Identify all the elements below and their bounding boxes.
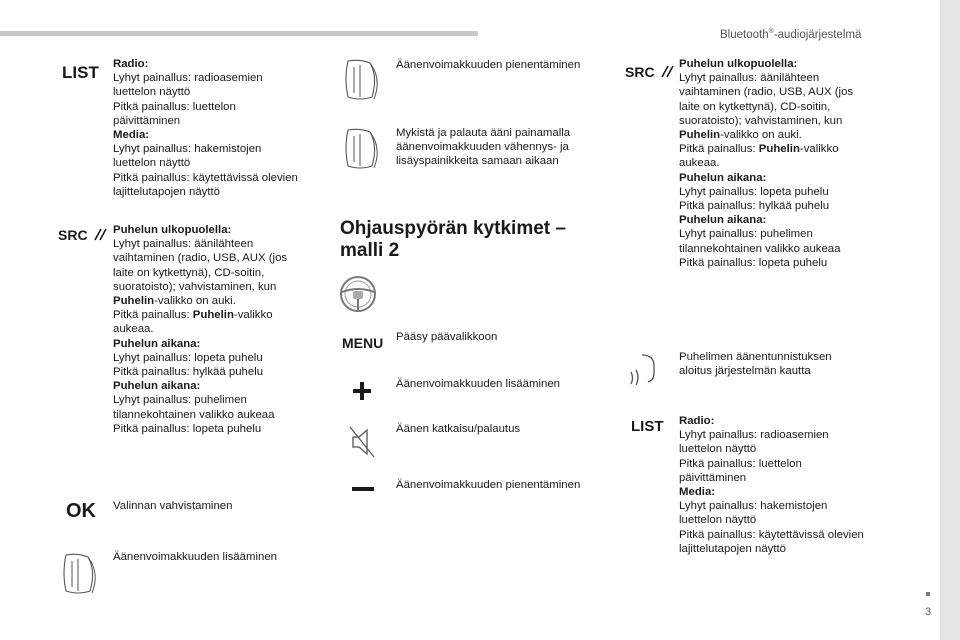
text-line: Puhelun ulkopuolella:: [113, 224, 232, 236]
minus-description: Äänenvoimakkuuden pienentäminen: [396, 479, 581, 491]
text-line: vaihtaminen (radio, USB, AUX (jos: [113, 252, 288, 265]
text-line: Pitkä painallus: käytettävissä olevien: [113, 171, 298, 184]
steering-stalk-icon: [58, 551, 102, 597]
menu-button-icon: MENU: [342, 335, 384, 351]
text-line: Media:: [113, 129, 150, 142]
text-line: Pitkä painallus: käytettävissä olevien: [679, 528, 864, 541]
page-number: 3: [925, 606, 932, 618]
text-line: Lyhyt painallus: äänilähteen: [113, 238, 254, 251]
text-line: aukeaa.: [113, 323, 154, 336]
ok-button-icon: OK: [66, 500, 96, 522]
text-line: Media:: [679, 486, 716, 499]
text-line: Puhelun aikana:: [113, 337, 201, 350]
text-line: Lyhyt painallus: lopeta puhelu: [113, 351, 263, 364]
text-line: Lyhyt painallus: hakemistojen: [113, 143, 262, 156]
text-line: päivittäminen: [679, 471, 747, 484]
list-button-icon: LIST: [62, 63, 99, 82]
phone-call-description: [113, 223, 328, 436]
text-line: päivittäminen: [113, 114, 181, 127]
text-line: luettelon näyttö: [113, 86, 191, 99]
text-line: Pitkä painallus: lopeta puhelu: [113, 422, 262, 435]
volume-up-description: Äänenvoimakkuuden lisääminen: [113, 551, 278, 563]
text-line: Puhelun ulkopuolella:: [679, 58, 798, 70]
text-line: Pitkä painallus: Puhelin-valikko: [113, 309, 273, 322]
text-line: Puhelin-valikko on auki.: [679, 129, 802, 142]
text-line: lajittelutapojen näyttö: [113, 185, 221, 198]
text-line: laite on kytkettynä), CD-soitin,: [679, 100, 831, 113]
text-line: Lyhyt painallus: hakemistojen: [679, 500, 828, 513]
text-line: luettelon näyttö: [679, 443, 757, 456]
header-rule: [0, 31, 478, 36]
voice-description: Puhelimen äänentunnistuksen aloitus järjestelmän kautta: [679, 351, 832, 378]
plus-description: Äänenvoimakkuuden lisääminen: [396, 378, 561, 390]
text-line: tilannekohtainen valikko aukeaa: [679, 242, 841, 255]
mute-description: Mykistä ja palauta ääni painamalla äänenvoimakkuuden vähennys- ja lisäyspainikkeita samaan aikaan: [396, 127, 571, 168]
voice-command-icon: [628, 352, 662, 388]
volume-down-description: Äänenvoimakkuuden pienentäminen: [396, 59, 581, 71]
radio-media-description: [113, 57, 328, 199]
text-line: tilannekohtainen valikko aukeaa: [113, 408, 275, 421]
mute-toggle-description: Äänen katkaisu/palautus: [396, 423, 521, 435]
steering-stalk-icon: [340, 57, 384, 103]
text-line: Pitkä painallus: hylkää puhelu: [113, 366, 264, 379]
text-line: Lyhyt painallus: radioasemien: [679, 429, 829, 442]
steering-wheel-icon: [338, 274, 378, 314]
text-line: Puhelun aikana:: [679, 171, 767, 184]
text-line: laite on kytkettynä), CD-soitin,: [113, 266, 265, 279]
plus-icon: [352, 381, 372, 401]
text-line: Pitkä painallus: luettelon: [679, 457, 802, 470]
text-line: Radio:: [679, 415, 715, 427]
page-header-title: Bluetooth®-audiojärjestelmä: [720, 28, 862, 41]
text-line: lajittelutapojen näyttö: [679, 542, 787, 555]
text-line: Radio:: [113, 58, 149, 70]
text-line: luettelon näyttö: [679, 514, 757, 527]
text-line: suoratoisto); vahvistaminen, kun: [679, 114, 843, 127]
text-line: Pitkä painallus: lopeta puhelu: [679, 256, 828, 269]
text-line: luettelon näyttö: [113, 157, 191, 170]
radio-media-description: [679, 414, 894, 556]
src-phone-button-icon: SRC: [58, 226, 108, 245]
src-phone-button-icon: SRC: [625, 63, 675, 82]
page-side-tab: [940, 0, 960, 640]
ok-description: Valinnan vahvistaminen: [113, 500, 233, 512]
section-heading: Ohjauspyörän kytkimet – malli 2: [340, 218, 566, 261]
minus-icon: [352, 485, 374, 493]
text-line: Pitkä painallus: Puhelin-valikko: [679, 143, 839, 156]
source-phone-icon: [92, 226, 108, 242]
text-line: aukeaa.: [679, 157, 720, 170]
page-marker: [926, 592, 930, 596]
text-line: Puhelin-valikko on auki.: [113, 295, 236, 308]
phone-call-description: [679, 57, 894, 270]
mute-speaker-icon: [347, 425, 377, 459]
text-line: Puhelun aikana:: [679, 214, 767, 227]
text-line: Pitkä painallus: hylkää puhelu: [679, 200, 830, 213]
steering-stalk-icon: [340, 126, 384, 172]
text-line: vaihtaminen (radio, USB, AUX (jos: [679, 86, 854, 99]
source-phone-icon: [659, 63, 675, 79]
text-line: Lyhyt painallus: puhelimen: [679, 228, 813, 241]
text-line: Lyhyt painallus: lopeta puhelu: [679, 185, 829, 198]
text-line: suoratoisto); vahvistaminen, kun: [113, 280, 277, 293]
text-line: Lyhyt painallus: puhelimen: [113, 394, 247, 407]
text-line: Lyhyt painallus: äänilähteen: [679, 72, 820, 85]
text-line: Pitkä painallus: luettelon: [113, 100, 236, 113]
text-line: Lyhyt painallus: radioasemien: [113, 72, 263, 85]
text-line: Puhelun aikana:: [113, 380, 201, 393]
menu-description: Pääsy päävalikkoon: [396, 331, 498, 343]
list-button-icon: LIST: [631, 418, 664, 435]
